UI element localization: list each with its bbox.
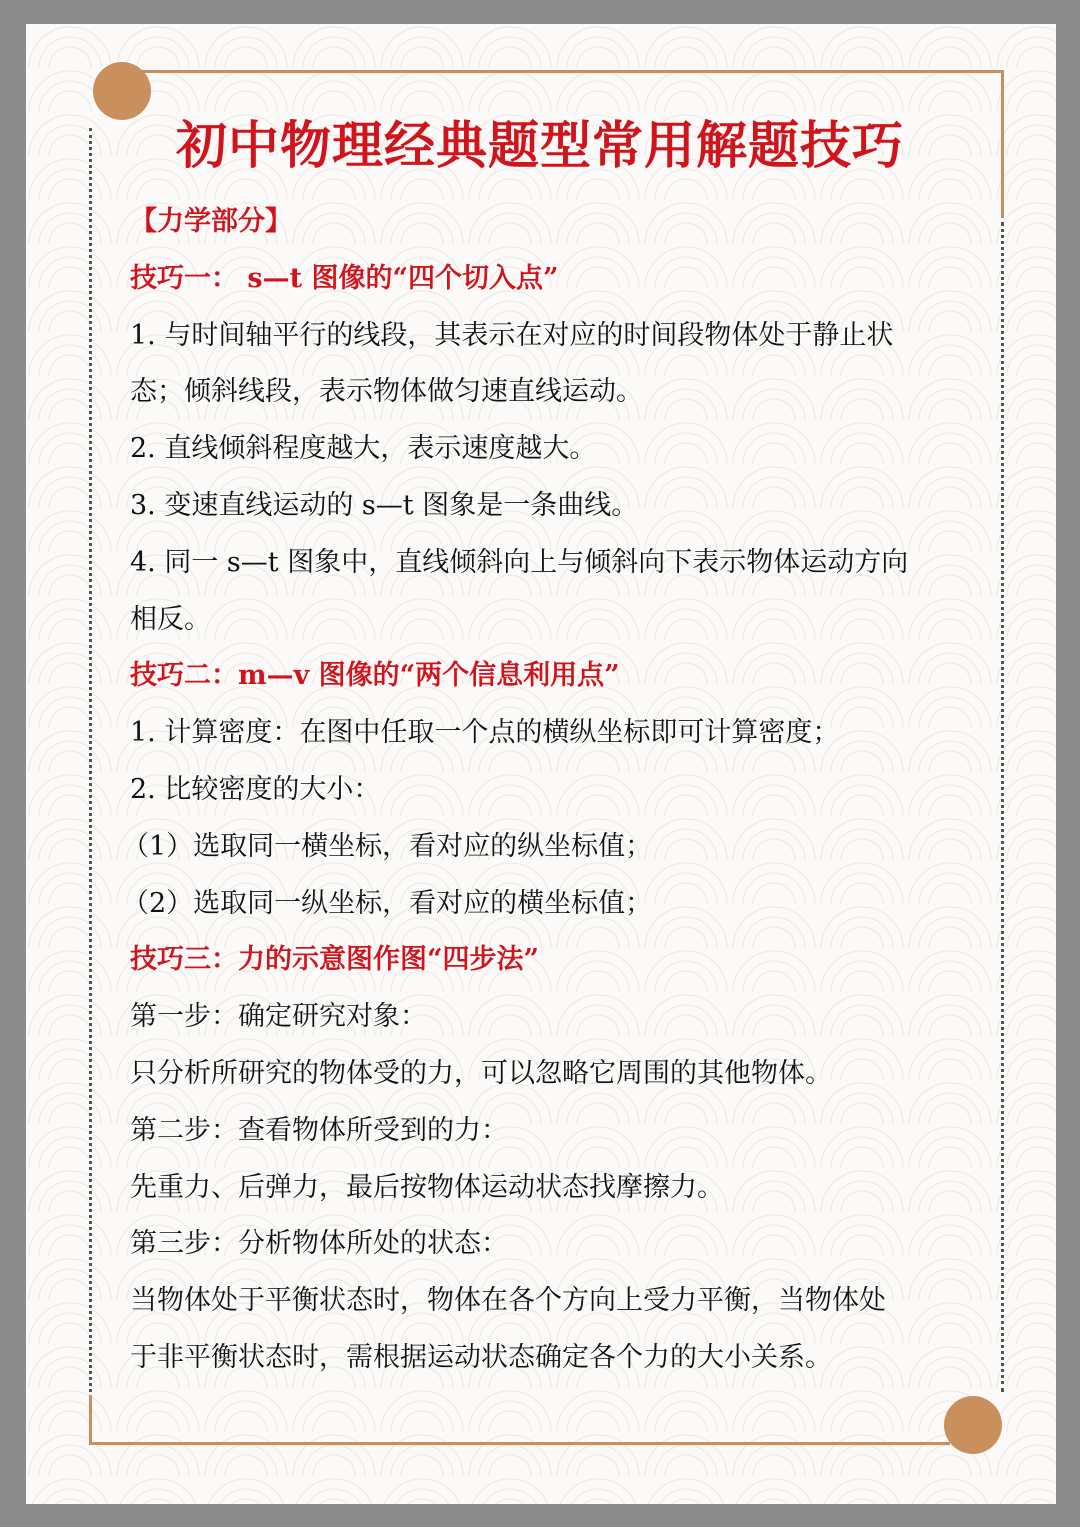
corner-circle-bottom-right: [944, 1396, 1002, 1454]
text-line: （1）选取同一横坐标，看对应的纵坐标值；: [122, 830, 653, 862]
text-line: 于非平衡状态时，需根据运动状态确定各个力的大小关系。: [130, 1341, 832, 1373]
text-line: 4. 同一 s—t 图象中，直线倾斜向上与倾斜向下表示物体运动方向: [130, 546, 909, 578]
frame-top-line: [120, 70, 1004, 73]
section-heading: 技巧一： s—t 图像的“四个切入点”: [130, 262, 559, 294]
text-line: 只分析所研究的物体受的力，可以忽略它周围的其他物体。: [130, 1057, 832, 1089]
frame-bottom-line: [90, 1442, 950, 1445]
text-line: 2. 比较密度的大小：: [130, 773, 381, 805]
frame-left-solid-line: [89, 1395, 92, 1445]
text-line: 当物体处于平衡状态时，物体在各个方向上受力平衡，当物体处: [130, 1285, 886, 1317]
section-heading: 技巧三：力的示意图作图“四步法”: [130, 944, 540, 976]
section-heading: 【力学部分】: [130, 206, 292, 237]
text-line: 态；倾斜线段，表示物体做匀速直线运动。: [130, 376, 643, 408]
text-line: 先重力、后弹力，最后按物体运动状态找摩擦力。: [130, 1171, 724, 1203]
text-line: 3. 变速直线运动的 s—t 图象是一条曲线。: [130, 489, 639, 521]
text-line: 相反。: [130, 603, 211, 635]
frame-right-dotted-line: [1001, 222, 1004, 1392]
text-line: 第一步：确定研究对象：: [130, 1001, 427, 1033]
section-heading: 技巧二：m—v 图像的“两个信息利用点”: [130, 660, 620, 692]
text-line: 1. 计算密度：在图中任取一个点的横纵坐标即可计算密度；: [130, 717, 840, 749]
text-line: （2）选取同一纵坐标，看对应的横坐标值；: [122, 887, 653, 919]
text-line: 第三步：分析物体所处的状态：: [130, 1228, 508, 1260]
text-line: 2. 直线倾斜程度越大，表示速度越大。: [130, 433, 597, 465]
frame-left-dotted-line: [89, 128, 92, 1440]
text-line: 第二步：查看物体所受到的力：: [130, 1114, 508, 1146]
article-body: [122, 200, 960, 1393]
text-line: 1. 与时间轴平行的线段，其表示在对应的时间段物体处于静止状: [130, 319, 894, 351]
page-title: 初中物理经典题型常用解题技巧: [175, 116, 904, 176]
